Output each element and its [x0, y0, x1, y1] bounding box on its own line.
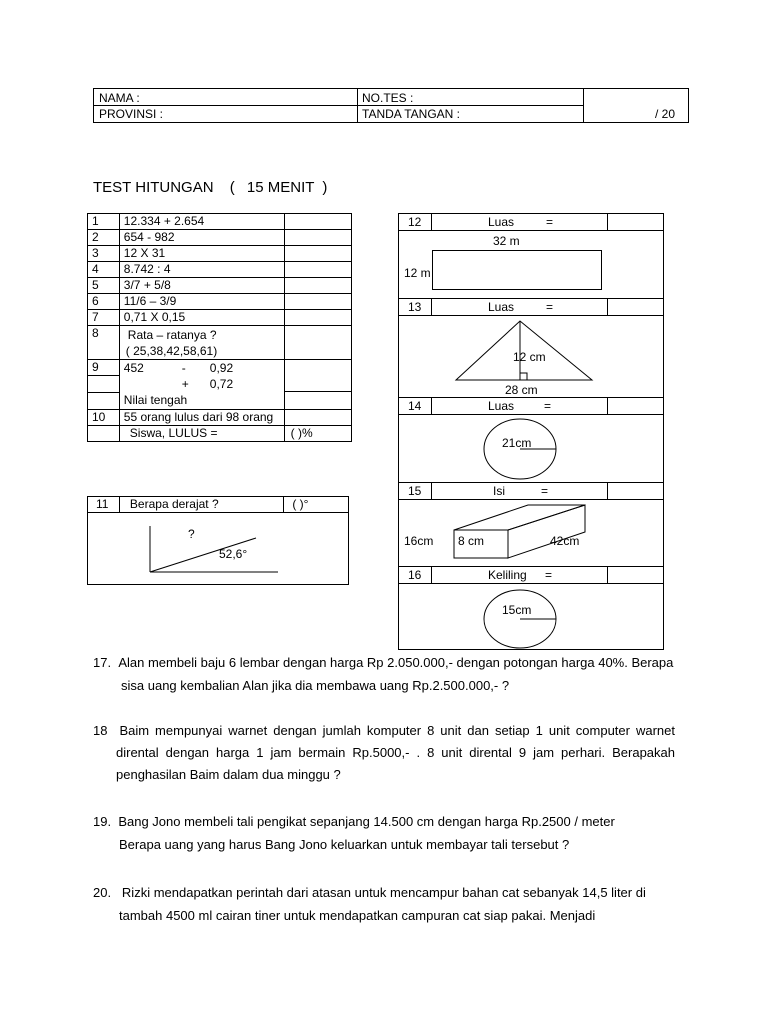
- q18-line1: Baim mempunyai warnet dengan jumlah komputer 8 unit dan setiap 1 unit computer warnet: [119, 723, 675, 738]
- q16-eq: =: [545, 568, 553, 582]
- table-row: [88, 310, 352, 326]
- q20-line2: tambah 4500 ml cairan tiner untuk mendapatkan campuran cat siap pakai. Menjadi: [119, 908, 596, 923]
- question-17: [93, 651, 675, 697]
- provinsi-label: PROVINSI :: [99, 107, 164, 121]
- q9-a3: 0,92: [209, 361, 234, 375]
- rectangle-width-label: 32 m: [493, 234, 520, 248]
- q11-table: [87, 496, 349, 585]
- page-title: [93, 179, 327, 196]
- table-row: [88, 278, 352, 294]
- q19-num: 19.: [93, 814, 112, 829]
- q14-num: 14: [408, 399, 422, 413]
- q9-answer-cell[interactable]: [284, 360, 351, 410]
- circle16-radius-label: 15cm: [502, 603, 532, 617]
- header-divider-h: [93, 105, 583, 106]
- q16-label: Keliling: [488, 568, 527, 582]
- q13-num: 13: [408, 300, 422, 314]
- triangle-height-label: 12 cm: [513, 350, 546, 364]
- q11-text: Berapa derajat ?: [119, 497, 283, 513]
- q12-answer-cell[interactable]: [608, 214, 663, 229]
- q6-num: 6: [88, 294, 120, 310]
- cuboid-length-label: 42cm: [550, 534, 580, 548]
- q17-line2: sisa uang kembalian Alan jika dia membawa uang Rp.2.500.000,- ?: [121, 678, 510, 693]
- q7-answer-cell[interactable]: [284, 310, 351, 326]
- q11-figure-cell: [88, 513, 349, 585]
- table-row: [88, 214, 352, 230]
- q18-num: 18: [93, 723, 108, 738]
- question-19: [93, 810, 675, 856]
- cuboid-height-label: 16cm: [404, 534, 434, 548]
- cuboid-width-label: 8 cm: [458, 534, 485, 548]
- header-divider-v1: [357, 88, 358, 123]
- circle14-radius-label: 21cm: [502, 436, 532, 450]
- q8-text: [119, 326, 284, 360]
- q1-num: 1: [88, 214, 120, 230]
- q11-num: 11: [88, 497, 120, 513]
- table-row: [88, 262, 352, 278]
- angle-value-label: 52,6°: [219, 547, 248, 561]
- table-row: [88, 326, 352, 360]
- table-row: [88, 230, 352, 246]
- q6-text: 11/6 – 3/9: [119, 294, 284, 310]
- table-row: [88, 294, 352, 310]
- q6-answer-cell[interactable]: [284, 294, 351, 310]
- title-duration: 15 MENIT: [246, 179, 315, 196]
- table-row: [88, 410, 352, 426]
- q10-line2: Siswa, LULUS =: [119, 426, 284, 442]
- q11-answer-cell[interactable]: ( )°: [284, 497, 349, 513]
- q9-b3: 0,72: [209, 377, 234, 391]
- q20-line1: Rizki mendapatkan perintah dari atasan untuk mencampur bahan cat sebanyak 14,5 liter di: [121, 885, 646, 900]
- q5-num: 5: [88, 278, 120, 294]
- tanda-tangan-label: TANDA TANGAN :: [362, 107, 461, 121]
- left-question-table: [87, 213, 352, 442]
- q19-line1: Bang Jono membeli tali pengikat sepanjang 14.500 cm dengan harga Rp.2500 / meter: [118, 814, 615, 829]
- score-label: / 20: [655, 107, 676, 121]
- q19-line2: Berapa uang yang harus Bang Jono keluarkan untuk membayar tali tersebut ?: [119, 837, 570, 852]
- q2-num: 2: [88, 230, 120, 246]
- rectangle-figure: [432, 250, 602, 290]
- q2-answer-cell[interactable]: [284, 230, 351, 246]
- rectangle-height-label: 12 m: [404, 266, 431, 280]
- q17-line1: Alan membeli baju 6 lembar dengan harga Rp 2.050.000,- dengan potongan harga 40%. Berapa: [118, 655, 674, 670]
- q4-num: 4: [88, 262, 120, 278]
- q5-answer-cell[interactable]: [284, 278, 351, 294]
- table-row: [88, 497, 349, 513]
- q3-num: 3: [88, 246, 120, 262]
- q3-answer-cell[interactable]: [284, 246, 351, 262]
- table-row: [88, 246, 352, 262]
- q10-blank-cell: [284, 410, 351, 426]
- q14-eq: =: [544, 399, 552, 413]
- q1-answer-cell[interactable]: [284, 214, 351, 230]
- cuboid-figure: [398, 499, 664, 566]
- title-paren-open: (: [229, 179, 235, 196]
- q7-text: 0,71 X 0,15: [119, 310, 284, 326]
- q10-empty: [88, 426, 120, 442]
- triangle-base-label: 28 cm: [505, 383, 538, 397]
- q13-eq: =: [546, 300, 554, 314]
- q10-answer-cell[interactable]: ( )%: [284, 426, 351, 442]
- q8-line1: Rata – ratanya ?: [127, 327, 217, 342]
- table-row: [88, 426, 352, 442]
- q10-num: 10: [88, 410, 120, 426]
- q17-num: 17.: [93, 655, 112, 670]
- q12-label: Luas: [488, 215, 515, 229]
- header-divider-v2: [583, 88, 584, 123]
- q1-text: 12.334 + 2.654: [119, 214, 284, 230]
- q4-answer-cell[interactable]: [284, 262, 351, 278]
- q12-num: 12: [408, 215, 422, 229]
- q8-answer-cell[interactable]: [284, 326, 351, 360]
- no-tes-label: NO.TES :: [362, 91, 414, 105]
- title-paren-close: ): [322, 179, 328, 196]
- q18-line2: dirental dengan harga 1 jam bermain Rp.5000,- . 8 unit dirental 9 jam perhari. Berapakah: [116, 745, 675, 760]
- table-row: [88, 360, 352, 410]
- angle-question-mark: ?: [188, 527, 195, 541]
- q12-eq: =: [546, 215, 554, 229]
- q10-line1: 55 orang lulus dari 98 orang: [119, 410, 284, 426]
- q8-line2: ( 25,38,42,58,61): [125, 343, 218, 358]
- q3-text: 12 X 31: [119, 246, 284, 262]
- q15-label: Isi: [493, 484, 505, 498]
- q9-line3: Nilai tengah: [123, 393, 188, 407]
- q8-num: 8: [88, 326, 120, 360]
- q4-text: 8.742 : 4: [119, 262, 284, 278]
- nama-label: NAMA :: [99, 91, 140, 105]
- q18-line3: penghasilan Baim dalam dua minggu ?: [116, 767, 341, 782]
- q15-eq: =: [541, 484, 549, 498]
- title-main: TEST HITUNGAN: [93, 179, 214, 196]
- q2-text: 654 - 982: [119, 230, 284, 246]
- q14-label: Luas: [488, 399, 515, 413]
- table-row: [88, 513, 349, 585]
- q7-num: 7: [88, 310, 120, 326]
- q16-num: 16: [408, 568, 422, 582]
- q9-num: [88, 360, 120, 410]
- q9-a1: 452: [123, 361, 144, 375]
- question-18: [93, 720, 675, 786]
- q9-text: [119, 360, 284, 410]
- q13-label: Luas: [488, 300, 515, 314]
- q9-plus: +: [181, 377, 189, 391]
- q15-num: 15: [408, 484, 422, 498]
- q9-minus: -: [181, 361, 186, 375]
- q5-text: 3/7 + 5/8: [119, 278, 284, 294]
- q20-num: 20.: [93, 885, 112, 900]
- q9-num-label: 9: [88, 360, 119, 376]
- question-20: [93, 881, 675, 927]
